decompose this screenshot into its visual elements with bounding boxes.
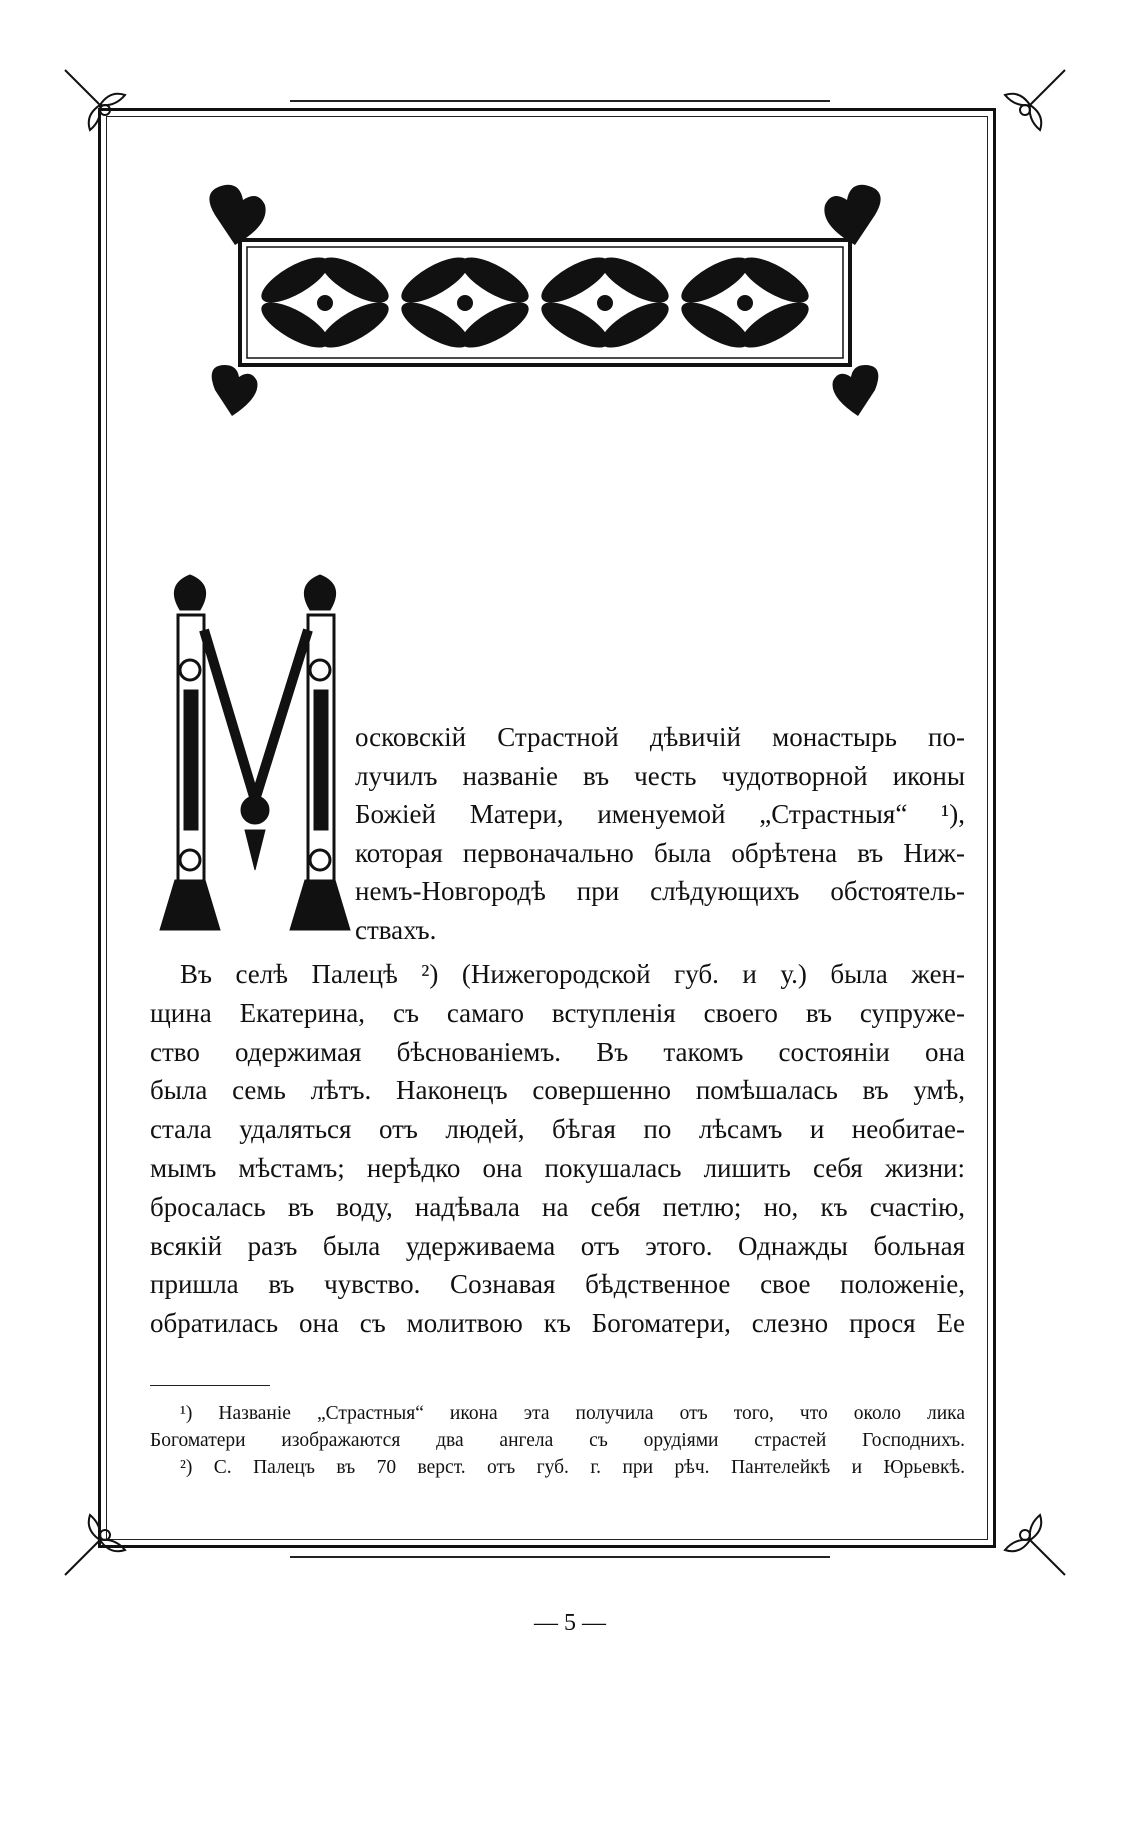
footnote-line: Богоматери изображаются два ангела съ орудіями страстей Господнихъ. (150, 1430, 965, 1451)
footnote-divider (150, 1385, 270, 1386)
footnote-line: ²) С. Палецъ въ 70 верст. отъ губ. г. при рѣч. Пантелейкѣ и Юрьевкѣ. (180, 1457, 965, 1478)
bottom-rule (290, 1556, 830, 1558)
body-paragraph (150, 955, 965, 1343)
text-line: ствахъ. (355, 914, 437, 945)
footnote-line: ¹) Названіе „Страстныя“ икона эта получила отъ того, что около лика (180, 1403, 965, 1424)
text-line: осковскій Страстной дѣвичій монастырь по- (355, 722, 965, 752)
text-line: мымъ мѣстамъ; нерѣдко она покушалась лишить себя жизни: (150, 1152, 965, 1183)
opening-paragraph (355, 718, 965, 949)
page-number: — 5 — (534, 1610, 606, 1636)
decorated-initial-m-icon (150, 570, 360, 950)
text-line: лучилъ названіе въ честь чудотворной иконы (355, 760, 965, 791)
text-line: бросалась въ воду, надѣвала на себя петлю; но, къ счастію, (150, 1191, 965, 1222)
text-line: ство одержимая бѣснованіемъ. Въ такомъ состояніи она (150, 1036, 965, 1067)
text-line: немъ-Новгородѣ при слѣдующихъ обстоятель- (355, 876, 965, 906)
text-line: стала удаляться отъ людей, бѣгая по лѣсамъ и необитае- (150, 1114, 965, 1145)
top-rule (290, 100, 830, 102)
floral-headpiece-icon (195, 175, 895, 425)
corner-flourish-icon (60, 1510, 140, 1580)
corner-flourish-icon (990, 65, 1070, 135)
text-line: обратилась она съ молитвою къ Богоматери, слезно прося Ее (150, 1308, 965, 1339)
corner-flourish-icon (60, 65, 140, 135)
text-line: всякій разъ была удерживаема отъ этого. Однажды больная (150, 1230, 965, 1261)
text-line: щина Екатерина, съ самаго вступленія своего въ супруже- (150, 997, 965, 1028)
corner-flourish-icon (990, 1510, 1070, 1580)
text-line: Въ селѣ Палецѣ ²) (Нижегородской губ. и у.) была жен- (180, 959, 965, 989)
text-line: пришла въ чувство. Сознавая бѣдственное свое положеніе, (150, 1269, 965, 1300)
footnotes (150, 1400, 965, 1481)
text-line: которая первоначально была обрѣтена въ Ниж- (355, 837, 965, 868)
text-line: была семь лѣтъ. Наконецъ совершенно помѣшалась въ умѣ, (150, 1075, 965, 1106)
text-line: Божіей Матери, именуемой „Страстныя“ ¹), (355, 799, 965, 829)
